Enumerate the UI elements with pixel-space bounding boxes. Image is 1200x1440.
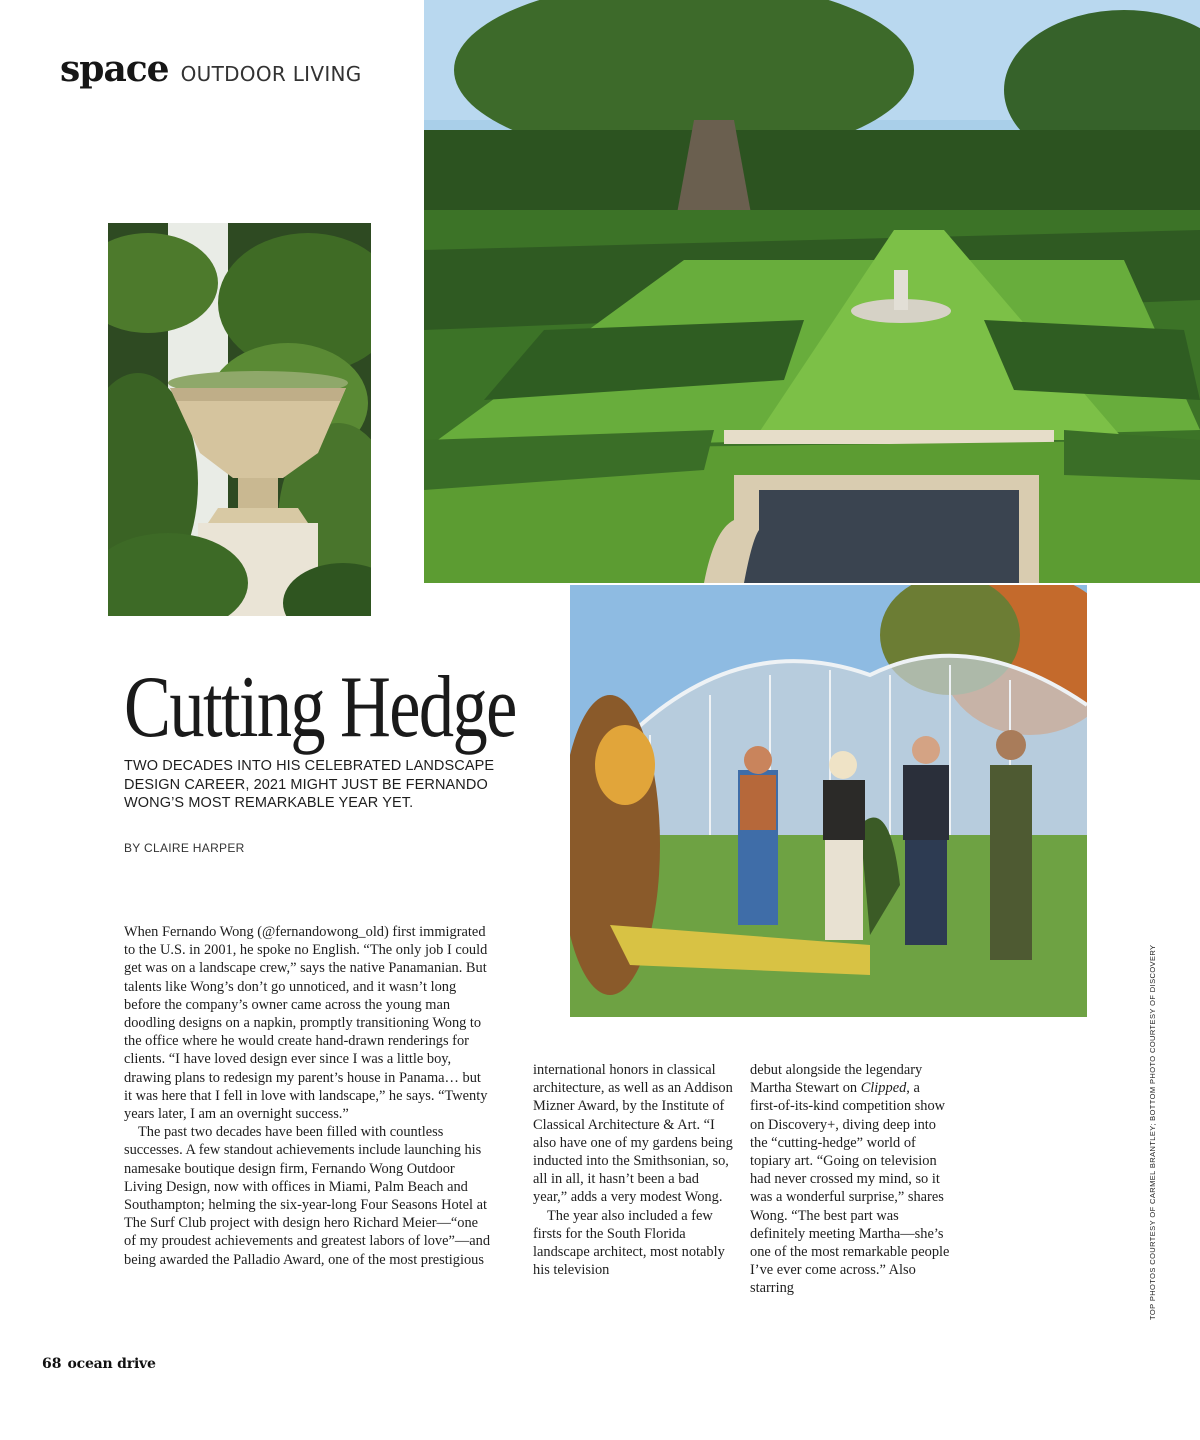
body-column-2: [533, 1061, 733, 1279]
dek: TWO DECADES INTO HIS CELEBRATED LANDSCAPE DESIGN CAREER, 2021 MIGHT JUST BE FERNANDO WONG’S MOST REMARKABLE YEAR YET.: [124, 758, 495, 811]
show-title: Clipped: [860, 1080, 907, 1097]
formal-garden-photo: [424, 0, 1200, 583]
page-number: 68: [42, 1356, 62, 1372]
paragraph: international honors in classical architecture, as well as an Addison Mizner Award, by the Institute of Classical Architecture & Art. “I also have one of my gardens being inducted into the Smithsonian, so, all in all, it hasn’t been a bad year,” adds a very modest Wong.: [533, 1062, 733, 1206]
body-column-3: [750, 1061, 950, 1298]
folio: [42, 1356, 156, 1372]
urn-planter-photo: [108, 223, 371, 616]
section-name: space: [60, 48, 169, 90]
section-header: [60, 48, 362, 90]
paragraph: The year also included a few firsts for the South Florida landscape architect, most notably his television: [533, 1207, 725, 1279]
paragraph: [750, 1061, 950, 1298]
text-run: , a first-of-its-kind competition show on Discovery+, diving deep into the “cutting-hedge” world of topiary art. “Going on television had never crossed my mind, so it was a wonderful surprise,” shares Wong. “The best part was definitely meeting Martha—she’s one of the most remarkable people I’ve ever come across.” Also starring: [750, 1080, 950, 1297]
section-subtitle: OUTDOOR LIVING: [180, 62, 362, 86]
paragraph: The past two decades have been filled with countless successes. A few standout achievements include launching his namesake boutique design firm, Fernando Wong Outdoor Living Design, now with offices in Miami, Palm Beach and Southampton; helming the six-year-long Four Seasons Hotel at The Surf Club project with design hero Richard Meier—“one of my proudest achievements and greatest labors of love”—and being awarded the Palladio Award, one of the most prestigious: [124, 1124, 491, 1268]
paragraph: When Fernando Wong (@fernandowong_old) first immigrated to the U.S. in 2001, he spoke no English. “The only job I could get was on a landscape crew,” says the native Panamanian. But talents like Wong’s don’t go unnoticed, and it wasn’t long before the company’s owner came across the young man doodling designs on a napkin, promptly transitioning Wong to the office where he would create hand-drawn renderings for clients. “I have loved design ever since I was a little boy, drawing plans to redesign my parent’s house in Panama… but it was here that I fell in love with landscape,” he says. “Twenty years later, I am an overnight success.”: [124, 924, 488, 1123]
text-run: debut alongside the legendary Martha Stewart on: [750, 1062, 923, 1097]
headline: Cutting Hedge: [124, 659, 516, 756]
byline: BY CLAIRE HARPER: [124, 841, 245, 855]
magazine-name: ocean drive: [67, 1356, 156, 1372]
body-column-1: [124, 923, 492, 1269]
photo-credit: TOP PHOTOS COURTESY OF CARMEL BRANTLEY; BOTTOM PHOTO COURTESY OF DISCOVERY: [1148, 944, 1157, 1320]
clipped-cast-photo: [570, 585, 1087, 1017]
